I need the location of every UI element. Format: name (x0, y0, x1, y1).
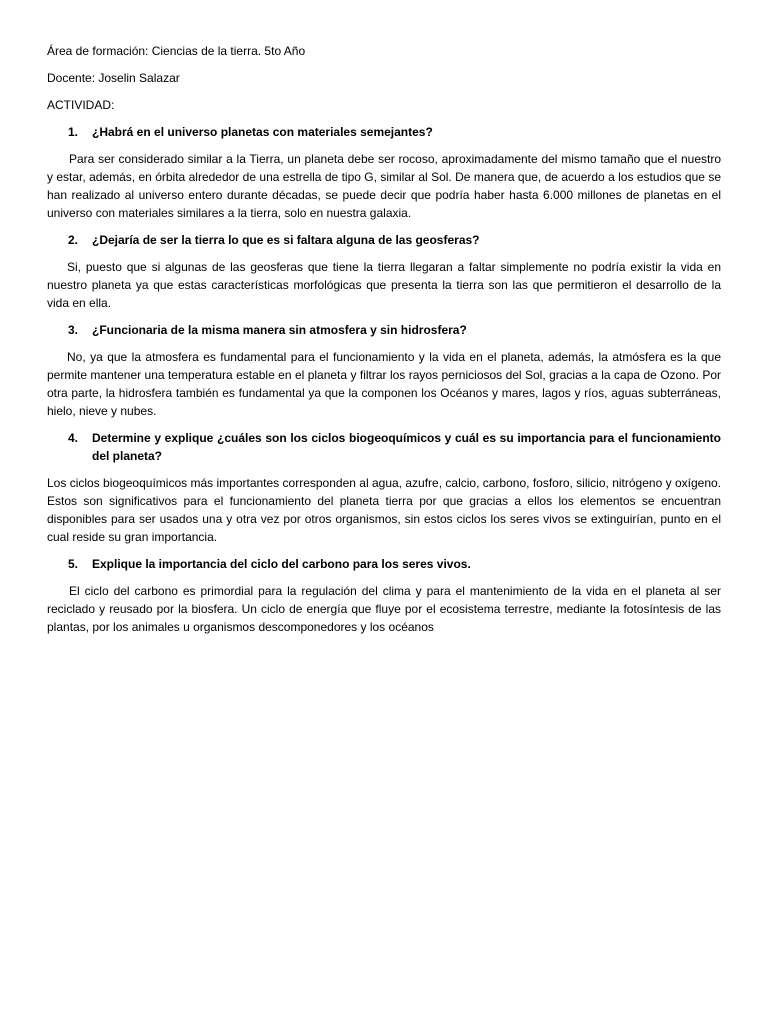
question-text: ¿Habrá en el universo planetas con materiales semejantes? (92, 125, 433, 139)
question-4 (47, 429, 721, 465)
question-number: 3. (68, 323, 79, 337)
subject-area: Área de formación: Ciencias de la tierra. 5to Año (47, 44, 306, 58)
question-text: Determine y explique ¿cuáles son los ciclos biogeoquímicos y cuál es su importancia para el funcionamiento del planeta? (92, 431, 721, 463)
question-number: 5. (68, 557, 79, 571)
question-number: 1. (68, 125, 79, 139)
activity-heading: ACTIVIDAD: (47, 98, 115, 112)
question-1 (47, 123, 721, 141)
answer-5: El ciclo del carbono es primordial para la regulación del clima y para el mantenimiento de la vida en el planeta al ser reciclado y reusado por la biosfera. Un ciclo de energía que fluye por el ecosistema terrestre, mediante la fotosíntesis de las plantas, por los animales u organismos descomponedores y los océanos (47, 584, 721, 634)
question-3 (47, 321, 721, 339)
teacher-name: Docente: Joselin Salazar (47, 71, 180, 85)
question-text: ¿Dejaría de ser la tierra lo que es si faltara alguna de las geosferas? (92, 233, 480, 247)
answer-4: Los ciclos biogeoquímicos más importantes corresponden al agua, azufre, calcio, carbono, fosforo, silicio, nitrógeno y oxígeno. Estos son significativos para el funcionamiento del planeta tierra por que gracias a ellos los elementos se encuentran disponibles para ser usados una y otra vez por otros organismos, sin estos ciclos los seres vivos se extinguirían, punto en el cual reside su gran importancia. (47, 476, 721, 544)
document-body (47, 42, 721, 645)
question-text: ¿Funcionaria de la misma manera sin atmosfera y sin hidrosfera? (92, 323, 467, 337)
question-text: Explique la importancia del ciclo del carbono para los seres vivos. (92, 557, 471, 571)
answer-2: Si, puesto que si algunas de las geosferas que tiene la tierra llegaran a faltar simplemente no podría existir la vida en nuestro planeta ya que estas características morfológicas que presenta la tierra son las que permitieron el desarrollo de la vida en ella. (47, 260, 721, 310)
question-number: 2. (68, 233, 79, 247)
answer-1: Para ser considerado similar a la Tierra, un planeta debe ser rocoso, aproximadamente del mismo tamaño que el nuestro y estar, además, en órbita alrededor de una estrella de tipo G, similar al Sol. De manera que, de acuerdo a los estudios que se han realizado al universo entero durante décadas, se puede decir que podría haber hasta 6.000 millones de planetas en el universo con materiales similares a la tierra, solo en nuestra galaxia. (47, 152, 721, 220)
answer-3: No, ya que la atmosfera es fundamental para el funcionamiento y la vida en el planeta, además, la atmósfera es la que permite mantener una temperatura estable en el planeta y filtrar los rayos perniciosos del Sol, gracias a la capa de Ozono. Por otra parte, la hidrosfera también es fundamental ya que la componen los Océanos y mares, lagos y ríos, aguas subterráneas, hielo, nieve y nubes. (47, 350, 721, 418)
question-5 (47, 555, 721, 573)
question-2 (47, 231, 721, 249)
question-number: 4. (68, 431, 79, 445)
